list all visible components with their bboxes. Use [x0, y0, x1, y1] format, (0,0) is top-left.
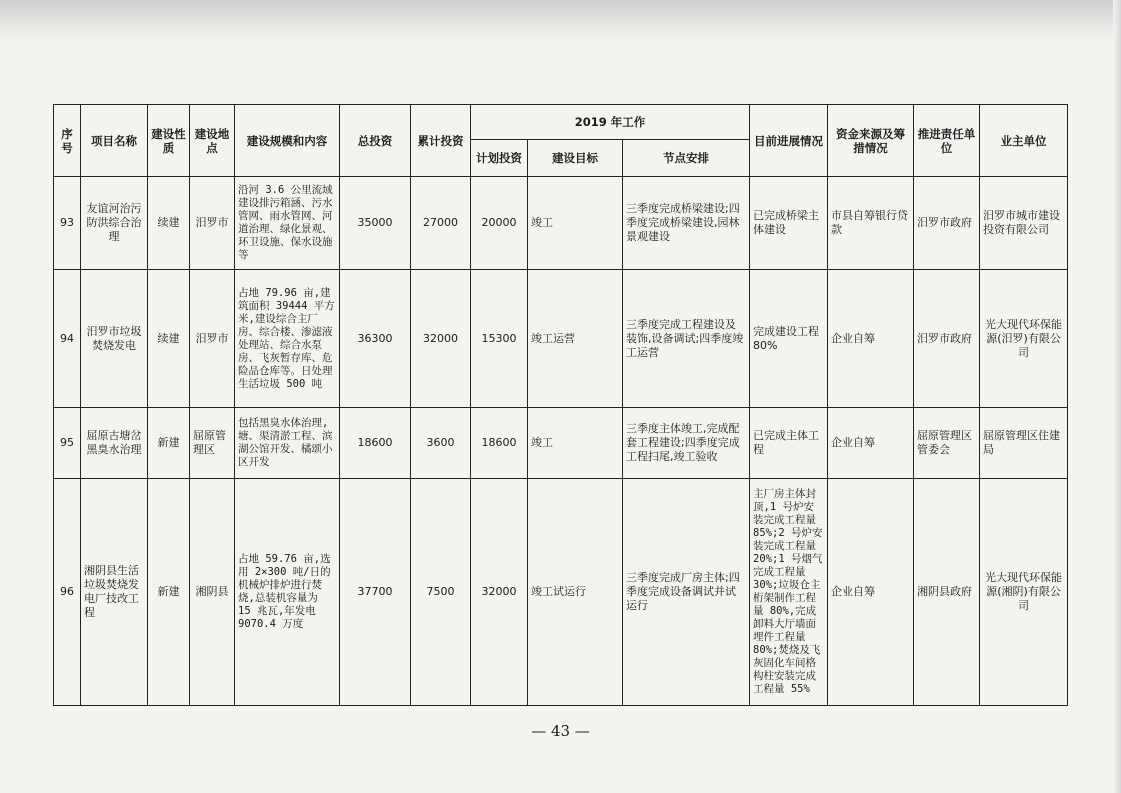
- scan-top-shadow: [0, 0, 1121, 40]
- cell-nature: 新建: [148, 479, 190, 706]
- cell-milestones: 三季度完成工程建设及装饰,设备调试;四季度竣工运营: [623, 270, 750, 408]
- cell-cumulative: 3600: [411, 408, 471, 479]
- header-name: 项目名称: [81, 105, 148, 177]
- cell-goal: 竣工: [528, 408, 623, 479]
- cell-cumulative: 7500: [411, 479, 471, 706]
- cell-plan-invest: 18600: [471, 408, 528, 479]
- cell-total: 35000: [340, 177, 411, 270]
- header-plan-invest: 计划投资: [471, 140, 528, 177]
- header-location: 建设地点: [190, 105, 235, 177]
- cell-owner: 光大现代环保能源(湘阴)有限公司: [980, 479, 1068, 706]
- cell-funding: 市县自筹银行贷款: [828, 177, 914, 270]
- cell-cumulative: 32000: [411, 270, 471, 408]
- cell-location: 汨罗市: [190, 270, 235, 408]
- header-progress: 目前进展情况: [750, 105, 828, 177]
- cell-milestones: 三季度完成桥梁建设;四季度完成桥梁建设,园林景观建设: [623, 177, 750, 270]
- cell-funding: 企业自筹: [828, 408, 914, 479]
- header-funding: 资金来源及筹措情况: [828, 105, 914, 177]
- page-number: — 43 —: [531, 722, 590, 740]
- cell-progress: 主厂房主体封顶,1 号炉安装完成工程量 85%;2 号炉安装完成工程量 20%;1 号烟气完成工程量 30%;垃圾仓主桁架制作工程量 80%,完成卸料大厅墙面埋件工程量 80%;焚烧及飞灰固化车间格构柱安装完成工程量 55%: [750, 479, 828, 706]
- cell-name: 汨罗市垃圾焚烧发电: [81, 270, 148, 408]
- cell-owner: 汨罗市城市建设投资有限公司: [980, 177, 1068, 270]
- cell-progress: 已完成主体工程: [750, 408, 828, 479]
- cell-goal: 竣工: [528, 177, 623, 270]
- cell-goal: 竣工运营: [528, 270, 623, 408]
- cell-owner: 屈原管理区住建局: [980, 408, 1068, 479]
- cell-responsible: 湘阴县政府: [914, 479, 980, 706]
- cell-funding: 企业自筹: [828, 479, 914, 706]
- cell-location: 湘阴县: [190, 479, 235, 706]
- header-owner: 业主单位: [980, 105, 1068, 177]
- cell-plan-invest: 32000: [471, 479, 528, 706]
- cell-scale: 占地 79.96 亩,建筑面积 39444 平方米,建设综合主厂房、综合楼、渗滤液处理站、综合水泵房、飞灰暂存库、危险品仓库等。日处理生活垃圾 500 吨: [235, 270, 340, 408]
- cell-responsible: 汨罗市政府: [914, 177, 980, 270]
- cell-name: 友谊河治污防洪综合治理: [81, 177, 148, 270]
- cell-seq: 93: [54, 177, 81, 270]
- header-responsible: 推进责任单 位: [914, 105, 980, 177]
- cell-seq: 94: [54, 270, 81, 408]
- cell-cumulative: 27000: [411, 177, 471, 270]
- cell-progress: 已完成桥梁主体建设: [750, 177, 828, 270]
- header-milestones: 节点安排: [623, 140, 750, 177]
- cell-location: 汨罗市: [190, 177, 235, 270]
- header-seq: 序号: [54, 105, 81, 177]
- cell-total: 18600: [340, 408, 411, 479]
- cell-seq: 95: [54, 408, 81, 479]
- cell-nature: 新建: [148, 408, 190, 479]
- cell-location: 屈原管理区: [190, 408, 235, 479]
- cell-milestones: 三季度主体竣工,完成配套工程建设;四季度完成工程扫尾,竣工验收: [623, 408, 750, 479]
- header-scale: 建设规模和内容: [235, 105, 340, 177]
- cell-plan-invest: 20000: [471, 177, 528, 270]
- table-row: [54, 479, 1068, 706]
- table-row: [54, 270, 1068, 408]
- header-cumulative: 累计投资: [411, 105, 471, 177]
- project-table: [53, 104, 1068, 706]
- table-row: [54, 177, 1068, 270]
- scan-right-edge: [1113, 0, 1121, 793]
- cell-responsible: 屈原管理区管委会: [914, 408, 980, 479]
- cell-name: 湘阴县生活垃圾焚烧发电厂技改工程: [81, 479, 148, 706]
- cell-responsible: 汨罗市政府: [914, 270, 980, 408]
- cell-name: 屈原古塘岔黑臭水治理: [81, 408, 148, 479]
- cell-milestones: 三季度完成厂房主体;四季度完成设备调试并试运行: [623, 479, 750, 706]
- header-goal: 建设目标: [528, 140, 623, 177]
- cell-funding: 企业自筹: [828, 270, 914, 408]
- header-total: 总投资: [340, 105, 411, 177]
- cell-scale: 占地 59.76 亩,选用 2×300 吨/日的机械炉排炉进行焚烧,总装机容量为 15 兆瓦,年发电 9070.4 万度: [235, 479, 340, 706]
- cell-plan-invest: 15300: [471, 270, 528, 408]
- header-work2019: 2019 年工作: [471, 105, 750, 140]
- cell-seq: 96: [54, 479, 81, 706]
- cell-nature: 续建: [148, 177, 190, 270]
- cell-goal: 竣工试运行: [528, 479, 623, 706]
- cell-progress: 完成建设工程80%: [750, 270, 828, 408]
- header-row-1: [54, 105, 1068, 140]
- cell-total: 37700: [340, 479, 411, 706]
- cell-total: 36300: [340, 270, 411, 408]
- cell-scale: 沿河 3.6 公里流域建设排污箱涵、污水管网、雨水管网、河道治理、绿化景观、环卫设施、保水设施等: [235, 177, 340, 270]
- cell-nature: 续建: [148, 270, 190, 408]
- header-nature: 建设性质: [148, 105, 190, 177]
- cell-scale: 包括黑臭水体治理,塘、渠清淤工程、滨湖公馆开发、橘颂小区开发: [235, 408, 340, 479]
- cell-owner: 光大现代环保能源(汨罗)有限公司: [980, 270, 1068, 408]
- table-row: [54, 408, 1068, 479]
